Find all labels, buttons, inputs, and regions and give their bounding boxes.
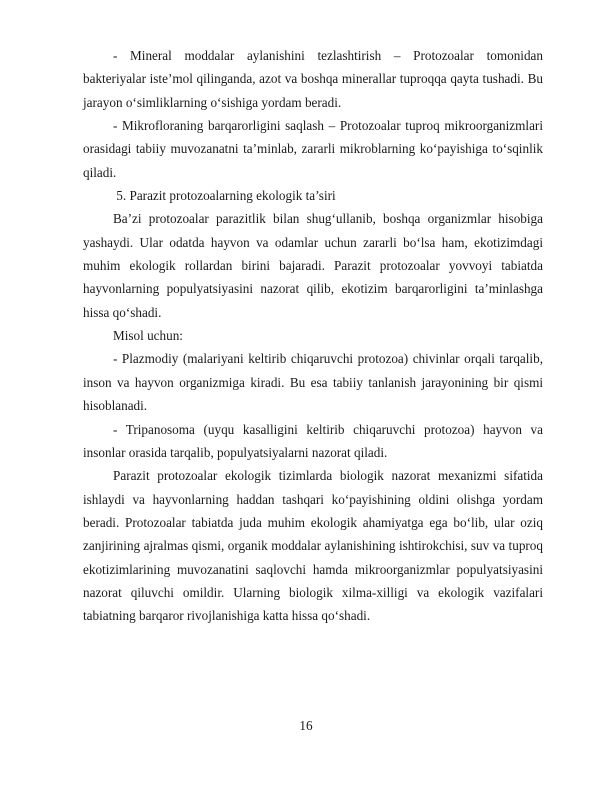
section-heading: 5. Parazit protozoalarning ekologik ta’siri	[113, 188, 336, 204]
page-body	[83, 44, 543, 628]
paragraph-trypanosoma: - Tripanosoma (uyqu kasalligini keltirib chiqaruvchi protozoa) hayvon va insonlar orasida tarqalib, populyatsiyalarni nazorat qiladi.	[83, 421, 543, 460]
paragraph-example-intro: Misol uchun:	[113, 328, 183, 344]
paragraph-plasmodium: - Plazmodiy (malariyani keltirib chiqaruvchi protozoa) chivinlar orqali tarqalib, inson va hayvon organizmiga kiradi. Bu esa tabiiy tanlanish jarayonining bir qismi hisoblanadi.	[83, 351, 543, 414]
paragraph-conclusion: Parazit protozoalar ekologik tizimlarda biologik nazorat mexanizmi sifatida ishlaydi va hayvonlarning haddan tashqari ko‘payishining oldini olishga yordam beradi. Protozoalar tabiatda juda muhim ekologik ahamiyatga ega bo‘lib, ular oziq zanjirining ajralmas qismi, organik moddalar aylanishining ishtirokchisi, suv va tuproq ekotizimlarining muvozanatini saqlovchi hamda mikroorganizmlar populyatsiyasini nazorat qiluvchi omildir. Ularning biologik xilma-xilligi va ekologik vazifalari tabiatning barqaror rivojlanishiga katta hissa qo‘shadi.	[83, 468, 543, 624]
paragraph-mineral-cycling: - Mineral moddalar aylanishini tezlashtirish – Protozoalar tomonidan bakteriyalar iste’mol qilinganda, azot va boshqa minerallar tuproqqa qayta tushadi. Bu jarayon o‘simliklarning o‘sishiga yordam beradi.	[83, 48, 543, 110]
paragraph-microflora-stability: - Mikrofloraning barqarorligini saqlash – Protozoalar tuproq mikroorganizmlari orasidagi tabiiy muvozanatni ta’minlab, zararli mikroblarning ko‘payishiga to‘sqinlik qiladi.	[83, 118, 543, 180]
paragraph-parasitic-protozoa: Ba’zi protozoalar parazitlik bilan shug‘ullanib, boshqa organizmlar hisobiga yashaydi. Ular odatda hayvon va odamlar uchun zararli bo‘lsa ham, ekotizimdagi muhim ekologik rollardan birini bajaradi. Parazit protozoalar yovvoyi tabiatda hayvonlarning populyatsiyasini nazorat qilib, ekotizim barqarorligini ta’minlashga hissa qo‘shadi.	[83, 211, 543, 320]
page-number: 16	[299, 718, 313, 733]
